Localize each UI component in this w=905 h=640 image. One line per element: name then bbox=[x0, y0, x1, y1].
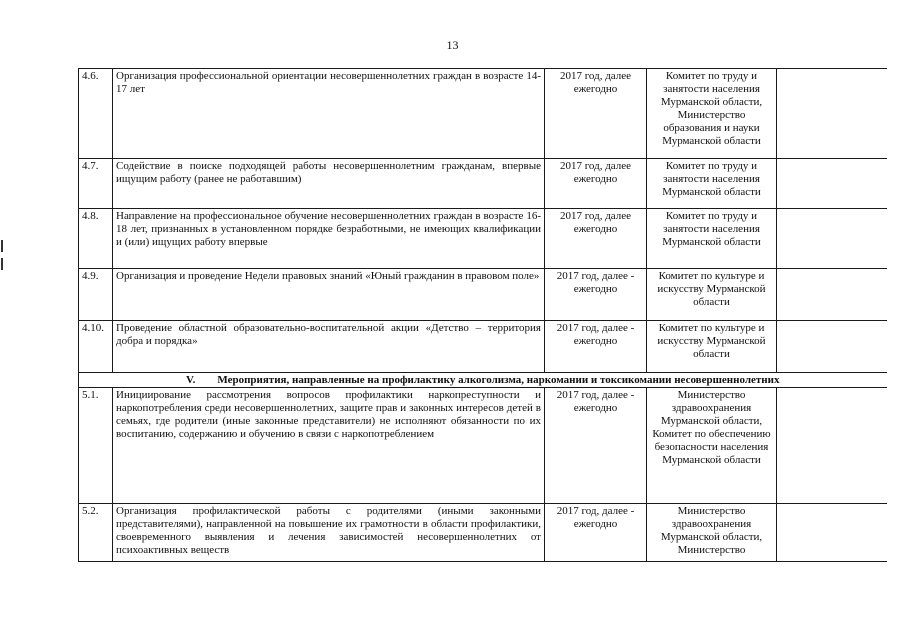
row-note bbox=[777, 209, 887, 269]
row-responsible: Министерство здравоохранения Мурманской области, Комитет по обеспечению безопасности населения Мурманской области bbox=[647, 388, 777, 504]
table-row bbox=[79, 209, 887, 269]
section-heading bbox=[79, 373, 887, 388]
row-responsible: Министерство здравоохранения Мурманской области, Министерство bbox=[647, 504, 777, 562]
row-date: 2017 год, далее - ежегодно bbox=[545, 504, 647, 562]
margin-mark bbox=[1, 258, 3, 270]
row-responsible: Комитет по труду и занятости населения Мурманской области, Министерство образования и науки Мурманской области bbox=[647, 69, 777, 159]
row-responsible: Комитет по культуре и искусству Мурманской области bbox=[647, 269, 777, 321]
row-text: Содействие в поиске подходящей работы несовершеннолетним гражданам, впервые ищущим работу (ранее не работавшим) bbox=[113, 159, 545, 209]
row-text: Организация и проведение Недели правовых знаний «Юный гражданин в правовом поле» bbox=[113, 269, 545, 321]
row-number: 4.9. bbox=[79, 269, 113, 321]
row-note bbox=[777, 69, 887, 159]
row-number: 4.8. bbox=[79, 209, 113, 269]
row-responsible: Комитет по труду и занятости населения Мурманской области bbox=[647, 159, 777, 209]
row-text: Направление на профессиональное обучение несовершеннолетних граждан в возрасте 16-18 лет, признанных в установленном порядке безработными, не имеющих квалификации и (или) ищущих работу впервые bbox=[113, 209, 545, 269]
row-date: 2017 год, далее - ежегодно bbox=[545, 388, 647, 504]
row-responsible: Комитет по труду и занятости населения Мурманской области bbox=[647, 209, 777, 269]
row-note bbox=[777, 269, 887, 321]
table-row bbox=[79, 321, 887, 373]
row-date: 2017 год, далее - ежегодно bbox=[545, 321, 647, 373]
row-note bbox=[777, 388, 887, 504]
row-date: 2017 год, далее ежегодно bbox=[545, 209, 647, 269]
table-row bbox=[79, 504, 887, 562]
row-number: 4.7. bbox=[79, 159, 113, 209]
row-number: 5.2. bbox=[79, 504, 113, 562]
table-row bbox=[79, 269, 887, 321]
table-row bbox=[79, 69, 887, 159]
table-row bbox=[79, 159, 887, 209]
row-number: 5.1. bbox=[79, 388, 113, 504]
row-date: 2017 год, далее ежегодно bbox=[545, 159, 647, 209]
measures-table bbox=[78, 68, 887, 562]
row-number: 4.10. bbox=[79, 321, 113, 373]
page-number: 13 bbox=[446, 38, 459, 52]
row-text: Организация профилактической работы с родителями (иными законными представителями), направленной на повышение их грамотности в области профилактики, своевременного выявления и лечения зависимостей несовершеннолетних от психоактивных веществ bbox=[113, 504, 545, 562]
section-row bbox=[79, 373, 887, 388]
table-row bbox=[79, 388, 887, 504]
margin-mark bbox=[1, 240, 3, 252]
row-number: 4.6. bbox=[79, 69, 113, 159]
row-note bbox=[777, 321, 887, 373]
row-note bbox=[777, 504, 887, 562]
section-number: V. bbox=[186, 374, 196, 386]
section-title: Мероприятия, направленные на профилактику алкоголизма, наркомании и токсикомании несовершеннолетних bbox=[217, 374, 780, 386]
row-date: 2017 год, далее - ежегодно bbox=[545, 269, 647, 321]
row-date: 2017 год, далее ежегодно bbox=[545, 69, 647, 159]
row-note bbox=[777, 159, 887, 209]
row-responsible: Комитет по культуре и искусству Мурманской области bbox=[647, 321, 777, 373]
row-text: Организация профессиональной ориентации несовершеннолетних граждан в возрасте 14-17 лет bbox=[113, 69, 545, 159]
row-text: Проведение областной образовательно-воспитательной акции «Детство – территория добра и порядка» bbox=[113, 321, 545, 373]
row-text: Инициирование рассмотрения вопросов профилактики наркопреступности и наркопотребления среди несовершеннолетних, защите прав и законных интересов детей в семьях, где родители (иные законные представители) не исполняют обязанности по их воспитанию, содержанию и обучению в связи с наркопотреблением bbox=[113, 388, 545, 504]
